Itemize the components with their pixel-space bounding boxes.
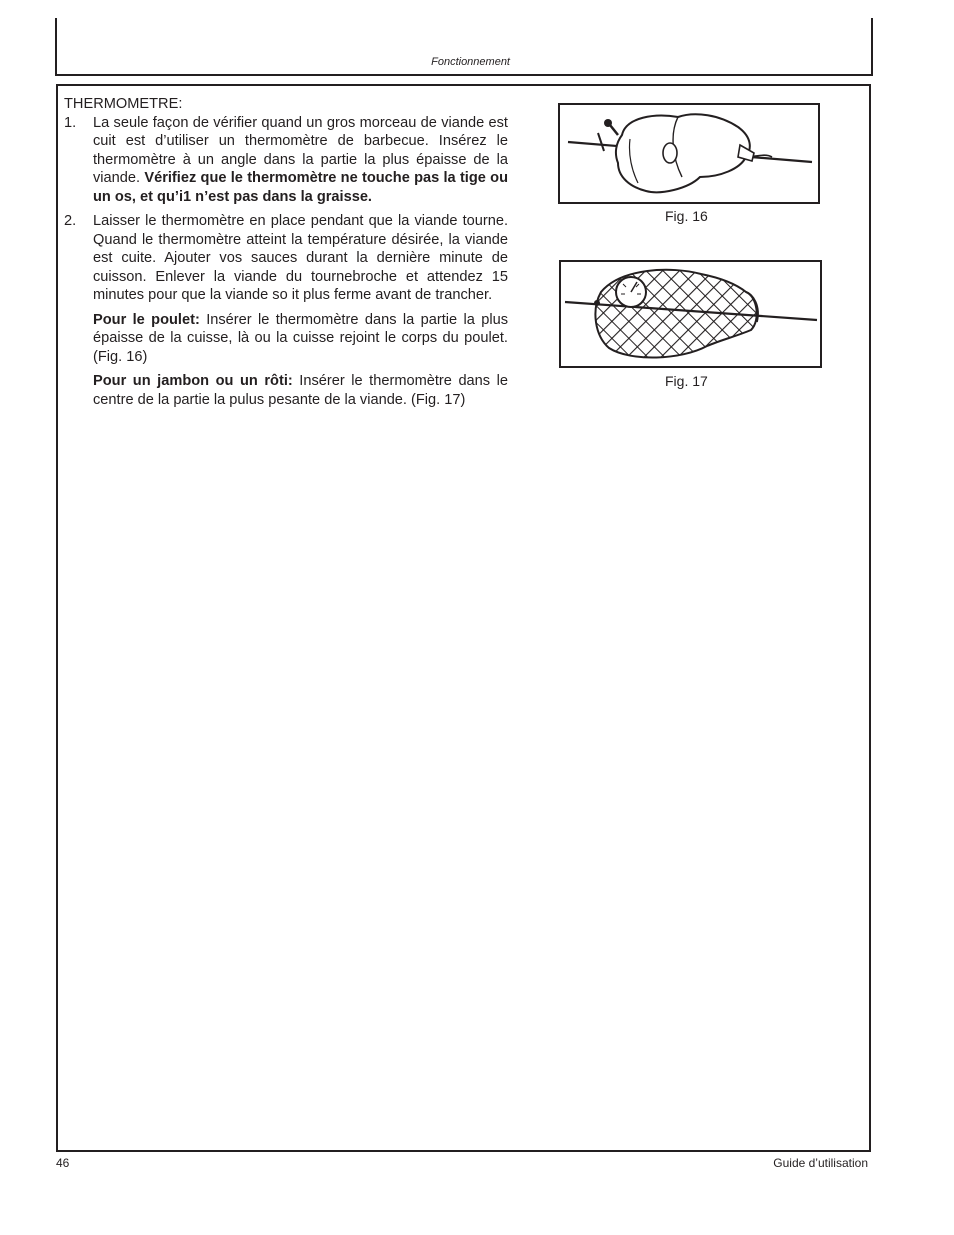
section-label: Fonctionnement — [431, 56, 510, 68]
page-number: 46 — [56, 1156, 70, 1170]
list-item — [64, 212, 508, 305]
jambon-paragraph — [64, 372, 508, 409]
poulet-text: Insérer le thermomètre dans la partie la plus épaisse de la cuisse, là ou la cuisse rejoint le corps du poulet. (Fig. 16) — [93, 311, 509, 365]
list-text: Laisser le thermomètre en place pendant que la viande tourne. Quand le thermomètre atteint la température désirée, la viande est cuite. Ajouter vos sauces durant la dernière minute de cuisson. Enlever la viande du tournebroche et attendez 15 minutes pour que la viande so it plus ferme avant de trancher. — [93, 213, 508, 303]
figure-17-caption: Fig. 17 — [665, 373, 708, 389]
list-item — [64, 114, 508, 207]
document-title: Guide d’utilisation — [773, 1156, 868, 1170]
list-text: La seule façon de vérifier quand un gros morceau de viande est cuit est d’utiliser un thermomètre de barbecue. Insérez le thermomètre à un angle dans la partie la plus épaisse de la viande. — [93, 114, 508, 186]
jambon-label: Pour un jambon ou un rôti: — [93, 373, 293, 389]
header-frame — [55, 18, 873, 76]
list-number: 2. — [64, 213, 77, 229]
figure-16-caption: Fig. 16 — [665, 208, 708, 224]
roast-on-spit-with-thermometer-icon — [561, 262, 820, 366]
poulet-paragraph — [64, 311, 508, 367]
list-number: 1. — [64, 114, 77, 131]
poultry-on-spit-with-thermometer-icon — [560, 105, 818, 202]
figure-17 — [559, 260, 822, 368]
poulet-label: Pour le poulet: — [93, 311, 200, 328]
figure-16 — [558, 103, 820, 204]
section-heading: THERMOMETRE: — [64, 96, 183, 112]
text-column — [64, 95, 508, 409]
jambon-text: Insérer le thermomètre dans le centre de la partie la pulus pesante de la viande. (Fig. 17) — [93, 373, 508, 408]
warning-text: Vérifiez que le thermomètre ne touche pas la tige ou un os, et qu’i1 n’est pas dans la graisse. — [93, 170, 508, 205]
